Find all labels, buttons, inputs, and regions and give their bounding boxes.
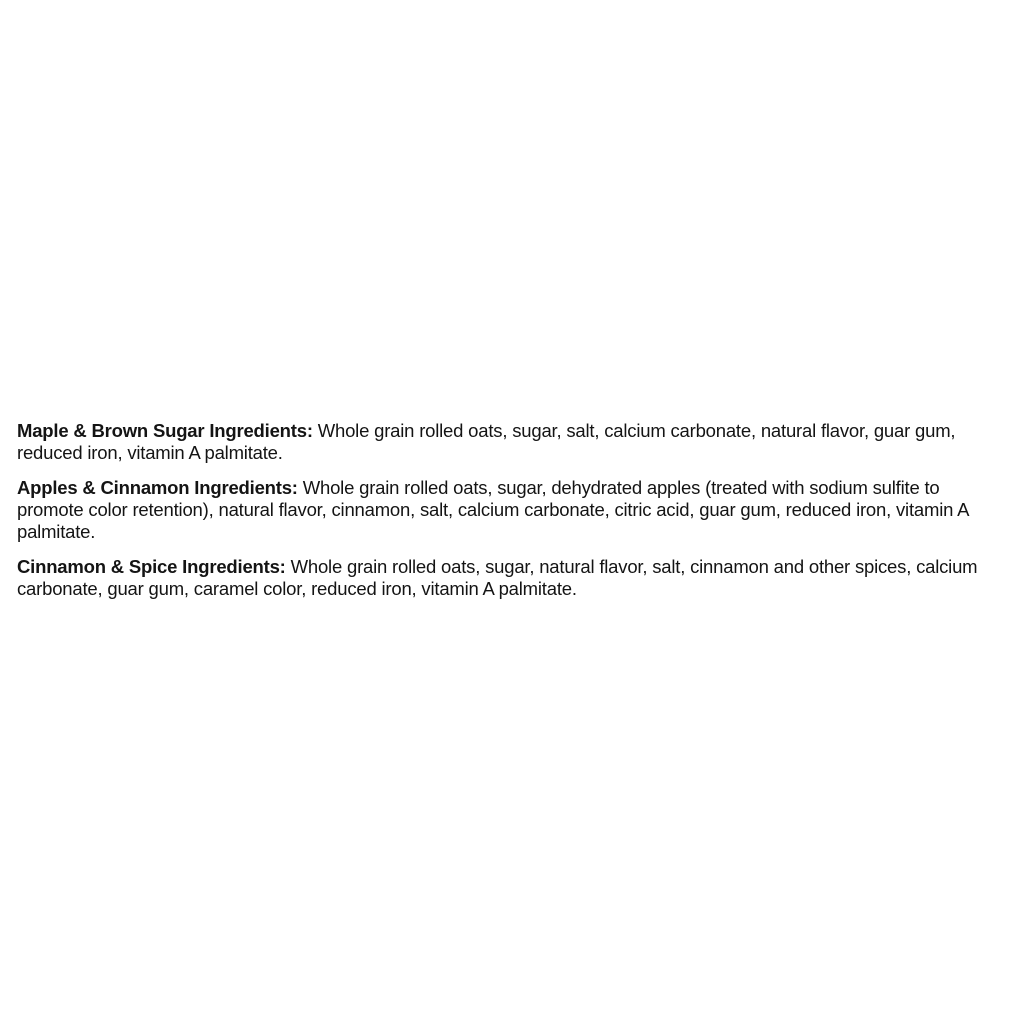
ingredients-paragraph-cinnamon-spice [17,556,1009,600]
ingredients-section [17,420,1009,600]
ingredients-paragraph-apples-cinnamon [17,477,1009,543]
ingredients-label-maple-brown-sugar: Maple & Brown Sugar Ingredients: [17,420,313,441]
ingredients-label-cinnamon-spice: Cinnamon & Spice Ingredients: [17,556,286,577]
ingredients-text-apples-cinnamon: Whole grain rolled oats, sugar, dehydrated apples (treated with sodium sulfite to promote color retention), natural flavor, cinnamon, salt, calcium carbonate, citric acid, guar gum, reduced iron, vitamin A palmitate. [17,477,969,542]
ingredients-paragraph-maple-brown-sugar [17,420,1009,464]
ingredients-text-maple-brown-sugar: Whole grain rolled oats, sugar, salt, calcium carbonate, natural flavor, guar gum, reduced iron, vitamin A palmitate. [17,420,956,463]
ingredients-label-apples-cinnamon: Apples & Cinnamon Ingredients: [17,477,298,498]
ingredients-text-cinnamon-spice: Whole grain rolled oats, sugar, natural flavor, salt, cinnamon and other spices, calcium carbonate, guar gum, caramel color, reduced iron, vitamin A palmitate. [17,556,978,599]
